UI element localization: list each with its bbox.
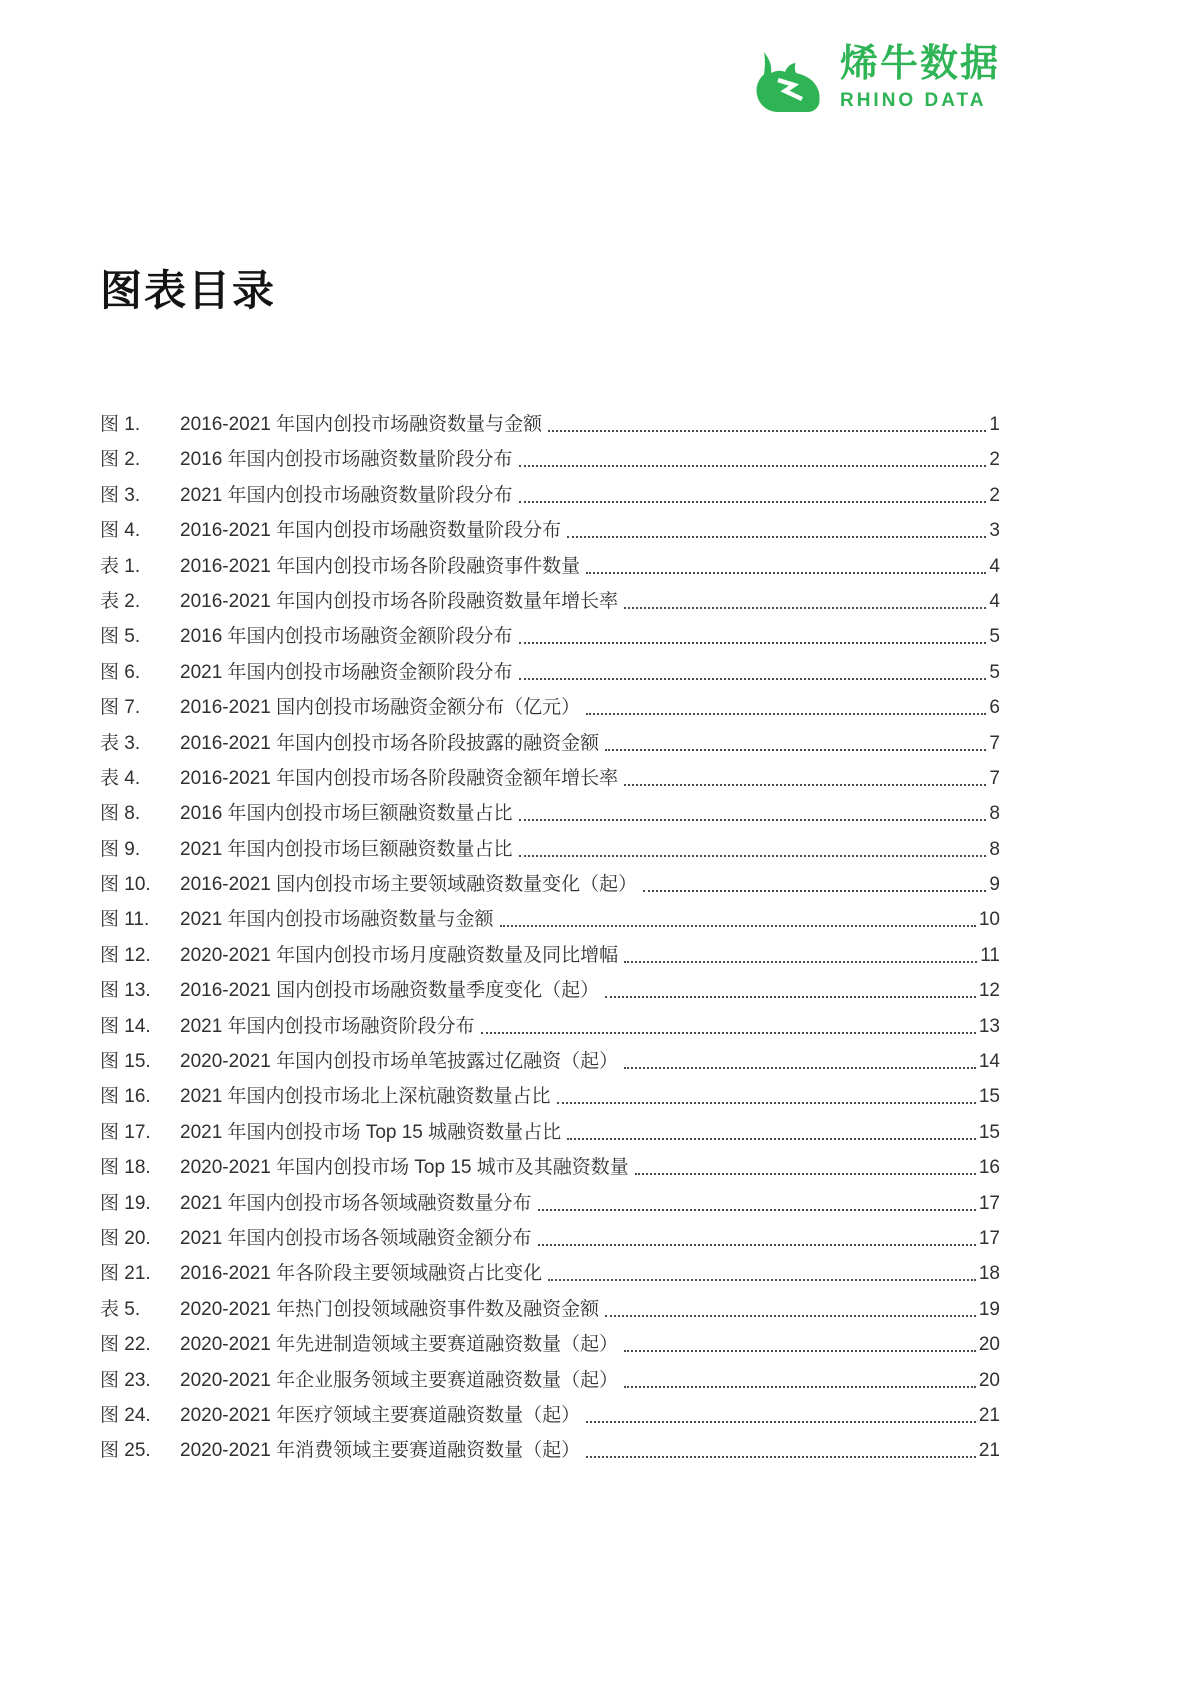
toc-leader-dots xyxy=(519,678,987,680)
toc-entry-label: 表 3. xyxy=(100,732,141,754)
toc-entry-page: 8 xyxy=(989,803,1000,825)
toc-leader-dots xyxy=(624,607,986,609)
toc-entry-page: 12 xyxy=(978,980,1000,1002)
toc-entry-title: 2021 年国内创投市场融资阶段分布 xyxy=(180,1015,475,1037)
toc-entry xyxy=(100,945,1000,967)
toc-leader-dots xyxy=(538,1244,976,1246)
toc-leader-dots xyxy=(624,1350,976,1352)
toc-entry-title: 2016-2021 年国内创投市场各阶段融资金额年增长率 xyxy=(180,767,619,789)
page-title: 图表目录 xyxy=(100,267,277,314)
brand-name-en: RHINO DATA xyxy=(839,89,987,111)
toc-entry-page: 9 xyxy=(989,874,1000,896)
toc-entry xyxy=(100,768,1000,790)
toc-leader-dots xyxy=(635,1173,976,1175)
toc-leader-dots xyxy=(548,1279,976,1281)
toc-entry-label: 图 8. xyxy=(100,803,141,825)
toc-entry xyxy=(100,520,1000,542)
toc-entry-label: 图 7. xyxy=(100,697,141,719)
toc-entry-title: 2020-2021 年医疗领域主要赛道融资数量（起） xyxy=(180,1404,581,1426)
toc-entry-label: 表 5. xyxy=(100,1298,141,1320)
toc-entry-page: 13 xyxy=(978,1015,1000,1037)
toc-leader-dots xyxy=(500,925,976,927)
toc-entry-page: 15 xyxy=(978,1121,1000,1143)
toc-list xyxy=(100,414,1000,1462)
toc-leader-dots xyxy=(586,1456,976,1458)
toc-entry-page: 3 xyxy=(989,520,1000,542)
toc-leader-dots xyxy=(605,996,976,998)
toc-entry xyxy=(100,591,1000,613)
toc-entry-label: 图 13. xyxy=(100,980,151,1002)
toc-entry xyxy=(100,556,1000,578)
toc-entry-label: 图 24. xyxy=(100,1404,151,1426)
toc-entry-title: 2021 年国内创投市场北上深杭融资数量占比 xyxy=(180,1086,551,1108)
toc-entry xyxy=(100,485,1000,507)
logo-text xyxy=(840,44,1000,112)
brand-name-cn: 烯牛数据 xyxy=(839,43,1000,85)
toc-entry-title: 2016 年国内创投市场融资金额阶段分布 xyxy=(180,626,513,648)
toc-entry xyxy=(100,909,1000,931)
toc-entry-page: 5 xyxy=(989,626,1000,648)
toc-entry-label: 图 9. xyxy=(100,838,141,860)
toc-entry xyxy=(100,1405,1000,1427)
toc-entry-title: 2016 年国内创投市场融资数量阶段分布 xyxy=(180,449,513,471)
toc-entry-page: 14 xyxy=(978,1051,1000,1073)
toc-entry-label: 图 15. xyxy=(100,1051,151,1073)
toc-entry-title: 2020-2021 年企业服务领域主要赛道融资数量（起） xyxy=(180,1369,619,1391)
toc-entry-page: 4 xyxy=(989,590,1000,612)
toc-entry-label: 图 22. xyxy=(100,1334,151,1356)
page-header xyxy=(0,0,1200,150)
toc-entry-title: 2016-2021 年国内创投市场各阶段融资事件数量 xyxy=(180,555,581,577)
toc-entry-label: 图 5. xyxy=(100,626,141,648)
toc-leader-dots xyxy=(548,430,986,432)
toc-entry-page: 19 xyxy=(978,1298,1000,1320)
toc-entry-page: 2 xyxy=(989,449,1000,471)
toc-entry-title: 2021 年国内创投市场 Top 15 城融资数量占比 xyxy=(180,1121,562,1143)
toc-entry-page: 21 xyxy=(978,1440,1000,1462)
toc-entry-page: 15 xyxy=(978,1086,1000,1108)
toc-entry-title: 2016-2021 国内创投市场融资金额分布（亿元） xyxy=(180,697,581,719)
toc-entry xyxy=(100,1193,1000,1215)
toc-leader-dots xyxy=(519,501,987,503)
toc-entry-title: 2020-2021 年先进制造领域主要赛道融资数量（起） xyxy=(180,1334,619,1356)
toc-leader-dots xyxy=(519,819,987,821)
toc-entry-page: 5 xyxy=(989,661,1000,683)
toc-entry-page: 18 xyxy=(978,1263,1000,1285)
toc-entry-title: 2016-2021 年国内创投市场各阶段融资数量年增长率 xyxy=(180,590,619,612)
toc-entry xyxy=(100,733,1000,755)
toc-leader-dots xyxy=(519,642,987,644)
toc-entry-title: 2020-2021 年热门创投领域融资事件数及融资金额 xyxy=(180,1298,600,1320)
toc-entry xyxy=(100,1122,1000,1144)
toc-entry xyxy=(100,980,1000,1002)
toc-entry-page: 20 xyxy=(978,1334,1000,1356)
toc-entry-page: 21 xyxy=(978,1404,1000,1426)
toc-entry-title: 2021 年国内创投市场各领域融资数量分布 xyxy=(180,1192,532,1214)
document-body xyxy=(0,258,1200,1462)
toc-entry-title: 2021 年国内创投市场融资数量与金额 xyxy=(180,909,494,931)
toc-entry-title: 2020-2021 年消费领域主要赛道融资数量（起） xyxy=(180,1440,581,1462)
toc-entry-label: 图 12. xyxy=(100,944,151,966)
toc-entry-page: 16 xyxy=(978,1157,1000,1179)
toc-leader-dots xyxy=(624,961,977,963)
toc-entry-label: 表 4. xyxy=(100,767,141,789)
toc-leader-dots xyxy=(624,784,986,786)
toc-leader-dots xyxy=(605,749,986,751)
toc-entry-label: 图 3. xyxy=(100,484,141,506)
toc-entry xyxy=(100,1228,1000,1250)
toc-entry-page: 2 xyxy=(989,484,1000,506)
toc-entry-page: 8 xyxy=(989,838,1000,860)
toc-entry-label: 图 17. xyxy=(100,1121,151,1143)
toc-entry-title: 2016-2021 年国内创投市场融资数量与金额 xyxy=(180,414,543,435)
toc-entry-label: 表 2. xyxy=(100,590,141,612)
toc-entry xyxy=(100,1157,1000,1179)
toc-entry-label: 图 2. xyxy=(100,449,141,471)
toc-entry-label: 图 20. xyxy=(100,1227,151,1249)
toc-leader-dots xyxy=(519,855,987,857)
toc-entry-title: 2021 年国内创投市场各领域融资金额分布 xyxy=(180,1227,532,1249)
toc-entry-title: 2016-2021 年各阶段主要领域融资占比变化 xyxy=(180,1263,543,1285)
rhino-data-logo xyxy=(750,44,1000,121)
toc-entry xyxy=(100,1299,1000,1321)
toc-entry-page: 17 xyxy=(978,1227,1000,1249)
toc-entry-label: 图 11. xyxy=(100,909,150,931)
toc-entry-label: 图 19. xyxy=(100,1192,151,1214)
toc-entry-page: 20 xyxy=(978,1369,1000,1391)
toc-leader-dots xyxy=(567,1138,976,1140)
toc-entry xyxy=(100,839,1000,861)
toc-entry-title: 2016-2021 年国内创投市场融资数量阶段分布 xyxy=(180,520,562,542)
toc-entry-title: 2021 年国内创投市场融资数量阶段分布 xyxy=(180,484,513,506)
toc-entry-page: 1 xyxy=(989,414,1000,435)
toc-entry xyxy=(100,697,1000,719)
toc-entry xyxy=(100,1016,1000,1038)
toc-entry xyxy=(100,1263,1000,1285)
toc-entry-page: 6 xyxy=(989,697,1000,719)
toc-entry-label: 图 21. xyxy=(100,1263,151,1285)
toc-entry xyxy=(100,414,1000,436)
toc-leader-dots xyxy=(481,1032,976,1034)
toc-entry-label: 图 6. xyxy=(100,661,141,683)
toc-leader-dots xyxy=(605,1315,976,1317)
toc-entry-title: 2020-2021 年国内创投市场月度融资数量及同比增幅 xyxy=(180,944,619,966)
toc-leader-dots xyxy=(557,1102,976,1104)
toc-entry-label: 图 23. xyxy=(100,1369,151,1391)
toc-entry-title: 2016-2021 国内创投市场主要领域融资数量变化（起） xyxy=(180,874,638,896)
toc-entry xyxy=(100,1051,1000,1073)
toc-entry-label: 表 1. xyxy=(100,555,141,577)
toc-entry xyxy=(100,1440,1000,1462)
toc-leader-dots xyxy=(586,1421,976,1423)
toc-entry-page: 11 xyxy=(980,944,1000,966)
toc-entry-title: 2020-2021 年国内创投市场 Top 15 城市及其融资数量 xyxy=(180,1157,629,1179)
toc-entry-label: 图 18. xyxy=(100,1157,151,1179)
toc-entry xyxy=(100,662,1000,684)
toc-leader-dots xyxy=(586,713,986,715)
toc-entry-label: 图 16. xyxy=(100,1086,151,1108)
toc-leader-dots xyxy=(643,890,986,892)
toc-entry xyxy=(100,626,1000,648)
toc-entry-label: 图 10. xyxy=(100,874,151,896)
toc-entry xyxy=(100,803,1000,825)
toc-leader-dots xyxy=(624,1067,976,1069)
toc-entry-page: 4 xyxy=(989,555,1000,577)
toc-entry-page: 7 xyxy=(989,767,1000,789)
toc-entry-label: 图 14. xyxy=(100,1015,151,1037)
rhino-icon xyxy=(750,50,830,121)
toc-leader-dots xyxy=(519,465,987,467)
toc-leader-dots xyxy=(624,1386,976,1388)
toc-entry-page: 7 xyxy=(989,732,1000,754)
toc-entry-title: 2016-2021 年国内创投市场各阶段披露的融资金额 xyxy=(180,732,600,754)
toc-entry-page: 17 xyxy=(978,1192,1000,1214)
toc-entry xyxy=(100,874,1000,896)
toc-entry-title: 2020-2021 年国内创投市场单笔披露过亿融资（起） xyxy=(180,1051,619,1073)
toc-entry xyxy=(100,1086,1000,1108)
toc-entry-title: 2021 年国内创投市场融资金额阶段分布 xyxy=(180,661,513,683)
toc-entry-title: 2021 年国内创投市场巨额融资数量占比 xyxy=(180,838,513,860)
toc-entry-title: 2016 年国内创投市场巨额融资数量占比 xyxy=(180,803,513,825)
toc-entry xyxy=(100,449,1000,471)
toc-leader-dots xyxy=(538,1209,976,1211)
toc-leader-dots xyxy=(567,536,986,538)
toc-entry-label: 图 1. xyxy=(100,414,141,435)
toc-entry-title: 2016-2021 国内创投市场融资数量季度变化（起） xyxy=(180,980,600,1002)
toc-entry-label: 图 4. xyxy=(100,520,141,542)
toc-entry xyxy=(100,1370,1000,1392)
toc-leader-dots xyxy=(586,572,986,574)
toc-entry-page: 10 xyxy=(978,909,1000,931)
toc-entry-label: 图 25. xyxy=(100,1440,151,1462)
toc-entry xyxy=(100,1334,1000,1356)
